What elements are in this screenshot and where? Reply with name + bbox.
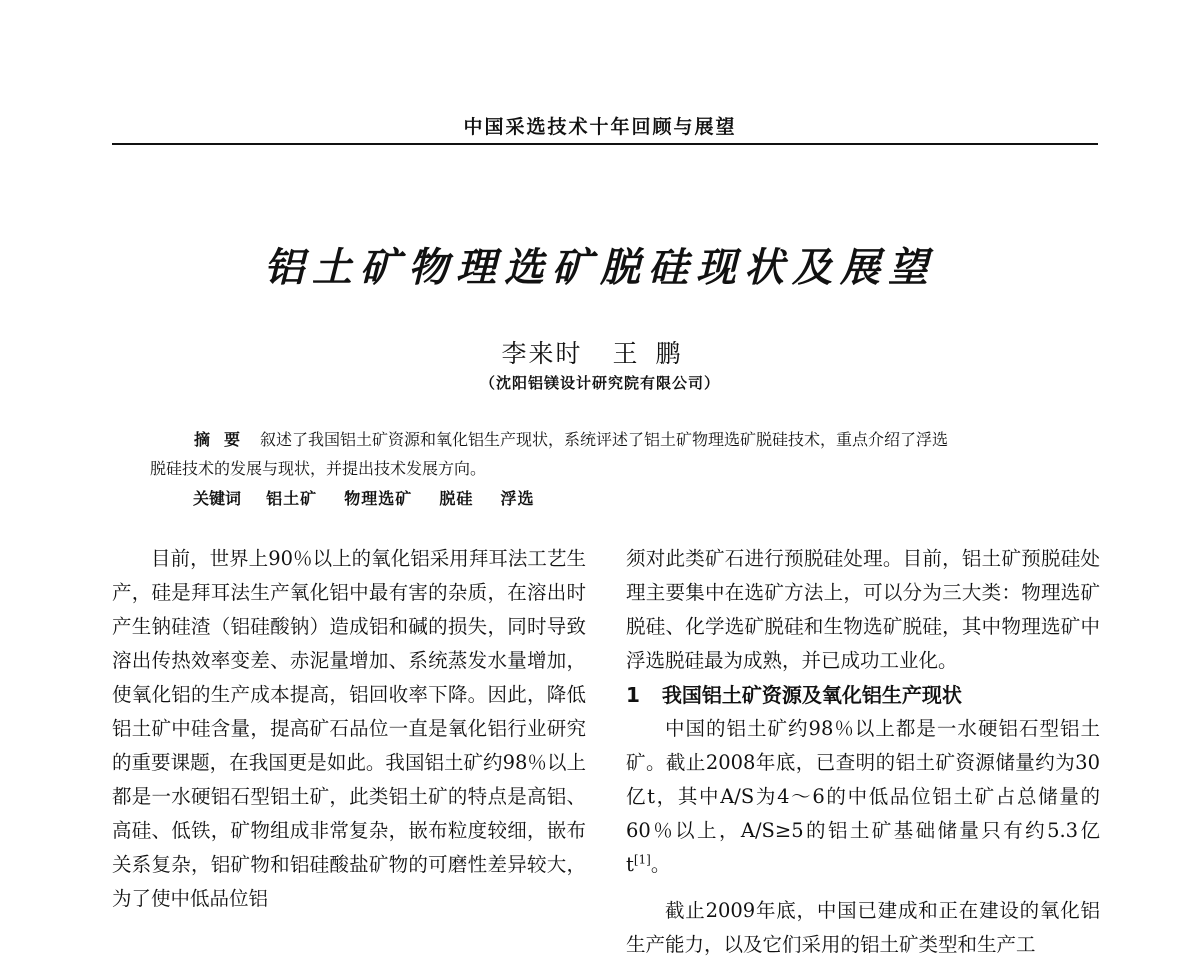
- section-title: 我国铝土矿资源及氧化铝生产现状: [661, 683, 962, 707]
- authors: [0, 334, 1200, 370]
- body-paragraph: [626, 712, 1100, 882]
- citation-ref: [1]: [633, 852, 651, 867]
- left-column: [112, 542, 586, 916]
- keywords: [193, 486, 556, 509]
- paragraph-text: 中国的铝土矿约98％以上都是一水硬铝石型铝土矿。截止2008年底，已查明的铝土矿资源储量约为30亿t，其中A/S为4～6的中低品位铝土矿占总储量的60％以上，A/S≥5的铝土矿基础储量只有约5.3亿t: [626, 717, 1100, 876]
- body-paragraph: 截止2009年底，中国已建成和正在建设的氧化铝生产能力，以及它们采用的铝土矿类型和生产工: [626, 899, 1100, 956]
- keywords-label: 关键词: [193, 489, 242, 508]
- section-heading: [626, 678, 1100, 712]
- right-column: [626, 542, 1100, 962]
- abstract-text-1: 叙述了我国铝土矿资源和氧化铝生产现状，系统评述了铝土矿物理选矿脱硅技术，重点介绍了浮选: [260, 430, 949, 449]
- keyword-item: 浮选: [500, 489, 535, 508]
- body-paragraph: 目前，世界上90％以上的氧化铝采用拜耳法工艺生产，硅是拜耳法生产氧化铝中最有害的杂质，在溶出时产生钠硅渣（铝硅酸钠）造成铝和碱的损失，同时导致溶出传热效率变差、赤泥量增加、系统蒸发水量增加，使氧化铝的生产成本提高，铝回收率下降。因此，降低铝土矿中硅含量，提高矿石品位一直是氧化铝行业研究的重要课题，在我国更是如此。我国铝土矿约98％以上都是一水硬铝石型铝土矿，此类铝土矿的特点是高铝、高硅、低铁，矿物组成非常复杂，嵌布粒度较细，嵌布关系复杂，铝矿物和铝硅酸盐矿物的可磨性差异较大，为了使中低品位铝: [112, 547, 586, 910]
- abstract-text-2: 脱硅技术的发展与现状，并提出技术发展方向。: [150, 459, 487, 478]
- affiliation: （沈阳铝镁设计研究院有限公司）: [479, 374, 720, 392]
- author-1: 李来时: [501, 339, 583, 368]
- paragraph-gap: [626, 882, 1100, 894]
- section-number: 1: [626, 683, 640, 707]
- keyword-item: 物理选矿: [344, 489, 413, 508]
- body-paragraph: 须对此类矿石进行预脱硅处理。目前，铝土矿预脱硅处理主要集中在选矿方法上，可以分为三大类：物理选矿脱硅、化学选矿脱硅和生物选矿脱硅，其中物理选矿中浮选脱硅最为成熟，并已成功工业化。: [626, 547, 1100, 672]
- keyword-item: 脱硅: [439, 489, 474, 508]
- abstract-line-1: [150, 425, 1090, 454]
- paragraph-end: 。: [650, 853, 671, 876]
- header-rule: [112, 143, 1098, 145]
- abstract: [150, 425, 1090, 483]
- running-header: 中国采选技术十年回顾与展望: [463, 116, 737, 138]
- author-2: 王鹏: [612, 339, 699, 368]
- abstract-label: 摘要: [194, 430, 255, 449]
- keyword-item: 铝土矿: [266, 489, 318, 508]
- article-title: 铝土矿物理选矿脱硅现状及展望: [264, 244, 936, 291]
